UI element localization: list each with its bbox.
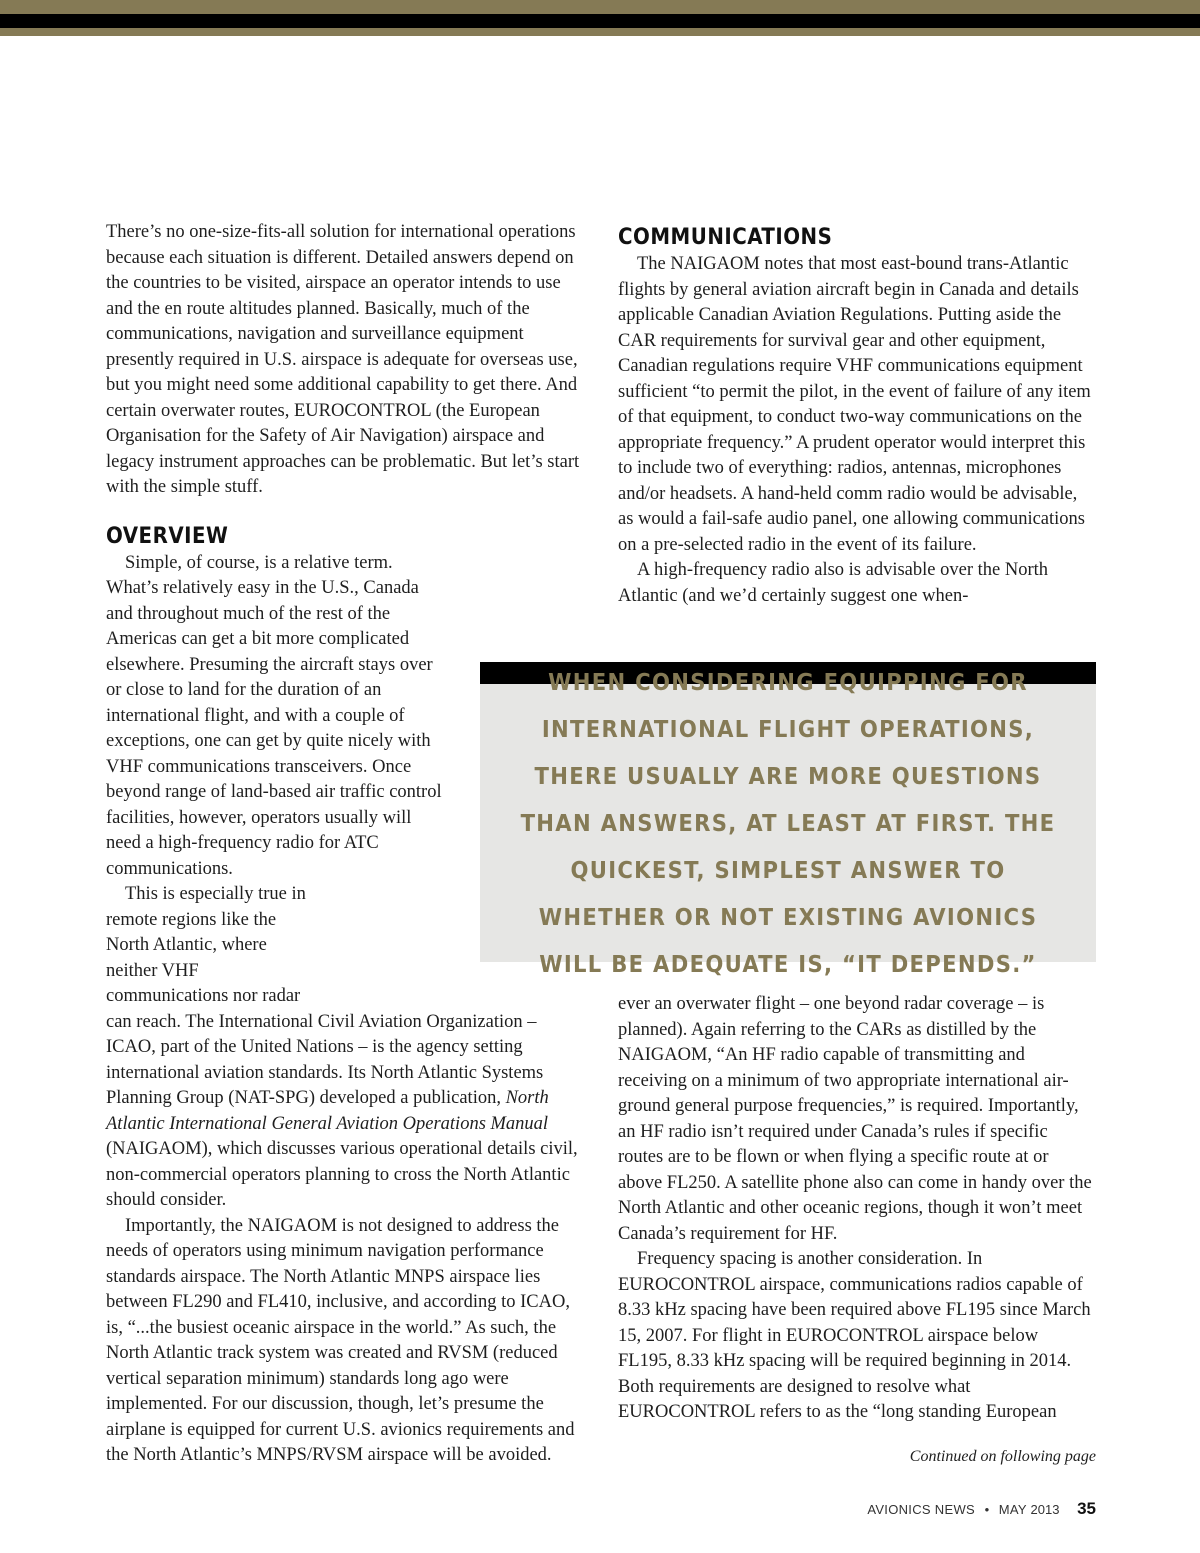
header-band-bottom: [0, 28, 1200, 36]
right-column-bottom: [618, 992, 1096, 1426]
continued-note: Continued on following page: [909, 1448, 1096, 1465]
overview-paragraph-1: Simple, of course, is a relative term. What’s relatively easy in the U.S., Canada and throughout much of the rest of the Americas can get a bit more complicated elsewhere. Presuming the aircraft stays over or close to land for the duration of an international flight, and with a couple of exceptions, one can get by quite nicely with VHF communications transceivers. Once beyond range of land-based air traffic control facilities, however, operators usually will need a high-frequency radio for ATC communications.: [106, 551, 586, 883]
communications-paragraph-1: The NAIGAOM notes that most east-bound trans-Atlantic flights by general aviation aircraft begin in Canada and details applicable Canadian Aviation Regulations. Putting aside the CAR requirements for survival gear and other equipment, Canadian regulations require VHF communications equipment sufficient “to permit the pilot, in the event of failure of any item of that equipment, to conduct two-way communications on the appropriate frequency.” A prudent operator would interpret this to include two of everything: radios, antennas, microphones and/or headsets. A hand-held comm radio would be advisable, as would a fail-safe audio panel, one allowing communications on a pre-selected radio in the event of its failure.: [618, 254, 1091, 555]
magazine-name: AVIONICS NEWS: [867, 1502, 975, 1517]
footer-bullet: •: [984, 1502, 990, 1517]
page-number: 35: [1077, 1499, 1096, 1518]
publication-title: North Atlantic International General Aviation Operations Manual: [106, 1088, 549, 1134]
communications-paragraph-2-start: A high-frequency radio also is advisable over the North Atlantic (and we’d certainly suggest one when-: [618, 560, 1048, 606]
issue-year: 2013: [1030, 1502, 1060, 1517]
communications-paragraph-2-continued: ever an overwater flight – one beyond radar coverage – is planned). Again referring to the CARs as distilled by the NAIGAOM, “An HF radio capable of transmitting and receiving on a minimum of two appropriate international air-ground general purpose frequencies,” is required. Importantly, an HF radio isn’t required under Canada’s rules if specific routes are to be flown or when flying a specific route at or above FL250. A satellite phone also can come in handy over the North Atlantic and other oceanic regions, though it won’t meet Canada’s requirement for HF.: [618, 994, 1092, 1244]
header-band-top: [0, 0, 1200, 14]
pull-quote-box: [480, 667, 1096, 978]
header-band-black: [0, 14, 1200, 28]
pull-quote-text: WHEN CONSIDERING EQUIPPING FOR INTERNATIONAL FLIGHT OPERATIONS, THERE USUALLY ARE MORE QUESTIONS THAN ANSWERS, AT LEAST AT FIRST. THE QUICKEST, SIMPLEST ANSWER TO WHETHER OR NOT EXISTING AVIONICS WILL BE ADEQUATE IS, “IT DEPENDS.”: [520, 667, 1056, 978]
communications-paragraph-3: Frequency spacing is another consideration. In EUROCONTROL airspace, communications radios capable of 8.33 kHz spacing have been required above FL195 since March 15, 2007. For flight in EUROCONTROL airspace below FL195, 8.33 kHz spacing will be required beginning in 2014. Both requirements are designed to resolve what EUROCONTROL refers to as the “long standing European: [618, 1249, 1091, 1422]
issue-month: MAY: [998, 1502, 1027, 1517]
overview-heading: OVERVIEW: [106, 523, 229, 549]
overview-paragraph-2: This is especially true in remote regions like the North Atlantic, where neither VHF communications nor radar can reach. The International Civil Aviation Organization – ICAO, part of the United Nations – is the agency setting international aviation standards. Its North Atlantic Systems Planning Group (NAT-SPG) developed a publication, North Atlantic International General Aviation Operations Manual (NAIGAOM), which discusses various operational details civil, non-commercial operators planning to cross the North Atlantic should consider.: [106, 884, 578, 1210]
intro-paragraph: There’s no one-size-fits-all solution for international operations because each situation is different. Detailed answers depend on the countries to be visited, airspace an operator intends to use and the en route altitudes planned. Basically, much of the communications, navigation and surveillance equipment presently required in U.S. airspace is adequate for overseas use, but you might need some additional capability to get there. And certain overwater routes, EUROCONTROL (the European Organisation for the Safety of Air Navigation) airspace and legacy instrument approaches can be problematic. But let’s start with the simple stuff.: [106, 222, 580, 497]
overview-paragraph-3: Importantly, the NAIGAOM is not designed to address the needs of operators using minimum navigation performance standards airspace. The North Atlantic MNPS airspace lies between FL290 and FL410, inclusive, and according to ICAO, is, “...the busiest oceanic airspace in the world.” As such, the North Atlantic track system was created and RVSM (reduced vertical separation minimum) standards long ago were implemented. For our discussion, though, let’s presume the airplane is equipped for current U.S. avionics requirements and the North Atlantic’s MNPS/RVSM airspace will be avoided.: [106, 1215, 575, 1465]
right-column-top: [618, 224, 1096, 609]
page-footer: [867, 1499, 1096, 1519]
communications-heading: COMMUNICATIONS: [618, 225, 833, 250]
pull-quote-spacer: [306, 882, 446, 1009]
